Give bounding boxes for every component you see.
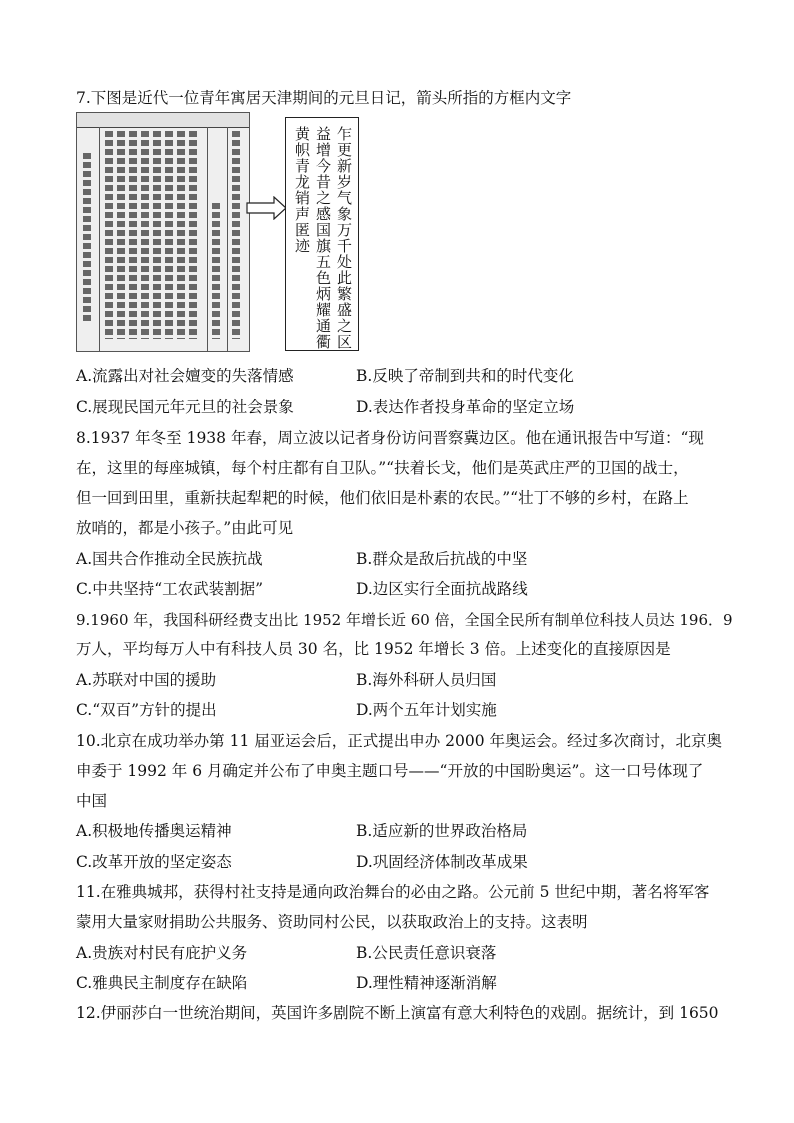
q11-option-c: C.雅典民主制度存在缺陷 [76, 974, 248, 992]
q9-option-b: B.海外科研人员归国 [356, 671, 497, 689]
question-10-line-3: 中国 [76, 792, 108, 810]
q9-option-d: D.两个五年计划实施 [356, 701, 497, 719]
q8-option-a: A.国共合作推动全民族抗战 [76, 550, 263, 568]
box-text-column-2: 益增今昔之感国旗五色炳耀通衢 [314, 126, 332, 350]
q11-option-a: A.贵族对村民有庇护义务 [76, 944, 248, 962]
q11-option-b: B.公民责任意识衰落 [356, 944, 497, 962]
question-11-line-2: 蒙用大量家财捐助公共服务、资助同村公民，以获取政治上的支持。这表明 [76, 913, 588, 931]
question-11-line-1: 11.在雅典城邦，获得村社支持是通向政治舞台的必由之路。公元前 5 世纪中期，著名将军客 [76, 883, 710, 901]
arrow-icon [246, 196, 288, 220]
question-12-line-1: 12.伊丽莎白一世统治期间，英国许多剧院不断上演富有意大利特色的戏剧。据统计，到 1650 [76, 1004, 719, 1022]
box-text-column-3: 黄帜青龙销声匿迹 [293, 126, 311, 254]
diary-quote-box [285, 117, 359, 351]
question-8-line-3: 但一回到田里，重新扶起犁耙的时候，他们依旧是朴素的农民。”“壮丁不够的乡村，在路上 [76, 489, 689, 507]
q10-option-d: D.巩固经济体制改革成果 [356, 853, 528, 871]
question-8-line-4: 放哨的，都是小孩子。”由此可见 [76, 519, 294, 537]
q7-option-b: B.反映了帝制到共和的时代变化 [356, 367, 574, 385]
question-7-stem: 7.下图是近代一位青年寓居天津期间的元旦日记，箭头所指的方框内文字 [76, 89, 572, 107]
q10-option-b: B.适应新的世界政治格局 [356, 822, 528, 840]
question-10-line-2: 申委于 1992 年 6 月确定并公布了申奥主题口号——“开放的中国盼奥运”。这一口号体现了 [76, 762, 704, 780]
q9-option-a: A.苏联对中国的援助 [76, 671, 217, 689]
question-8-line-1: 8.1937 年冬至 1938 年春，周立波以记者身份访问晋察冀边区。他在通讯报告中写道：“现 [76, 429, 704, 447]
q7-option-c: C.展现民国元年元旦的社会景象 [76, 398, 294, 416]
q11-option-d: D.理性精神逐渐消解 [356, 974, 497, 992]
q10-option-a: A.积极地传播奥运精神 [76, 822, 232, 840]
q9-option-c: C.“双百”方针的提出 [76, 701, 217, 719]
question-10-line-1: 10.北京在成功举办第 11 届亚运会后，正式提出申办 2000 年奥运会。经过多次商讨，北京奥 [76, 732, 723, 750]
q7-option-a: A.流露出对社会嬗变的失落情感 [76, 367, 294, 385]
question-8-line-2: 在，这里的每座城镇，每个村庄都有自卫队。”“扶着长戈，他们是英武庄严的卫国的战士， [76, 459, 689, 477]
q8-option-c: C.中共坚持“工农武装割据” [76, 580, 264, 598]
box-text-column-1: 乍更新岁气象万千处此繁盛之区 [335, 126, 353, 350]
q7-option-d: D.表达作者投身革命的坚定立场 [356, 398, 575, 416]
question-9-line-2: 万人，平均每万人中有科技人员 30 名，比 1952 年增长 3 倍。上述变化的直接原因是 [76, 640, 671, 658]
q8-option-d: D.边区实行全面抗战路线 [356, 580, 528, 598]
diary-image [76, 112, 250, 352]
question-9-line-1: 9.1960 年，我国科研经费支出比 1952 年增长近 60 倍，全国全民所有制单位科技人员达 196．9 [76, 611, 733, 629]
q10-option-c: C.改革开放的坚定姿态 [76, 853, 232, 871]
q8-option-b: B.群众是敌后抗战的中坚 [356, 550, 528, 568]
